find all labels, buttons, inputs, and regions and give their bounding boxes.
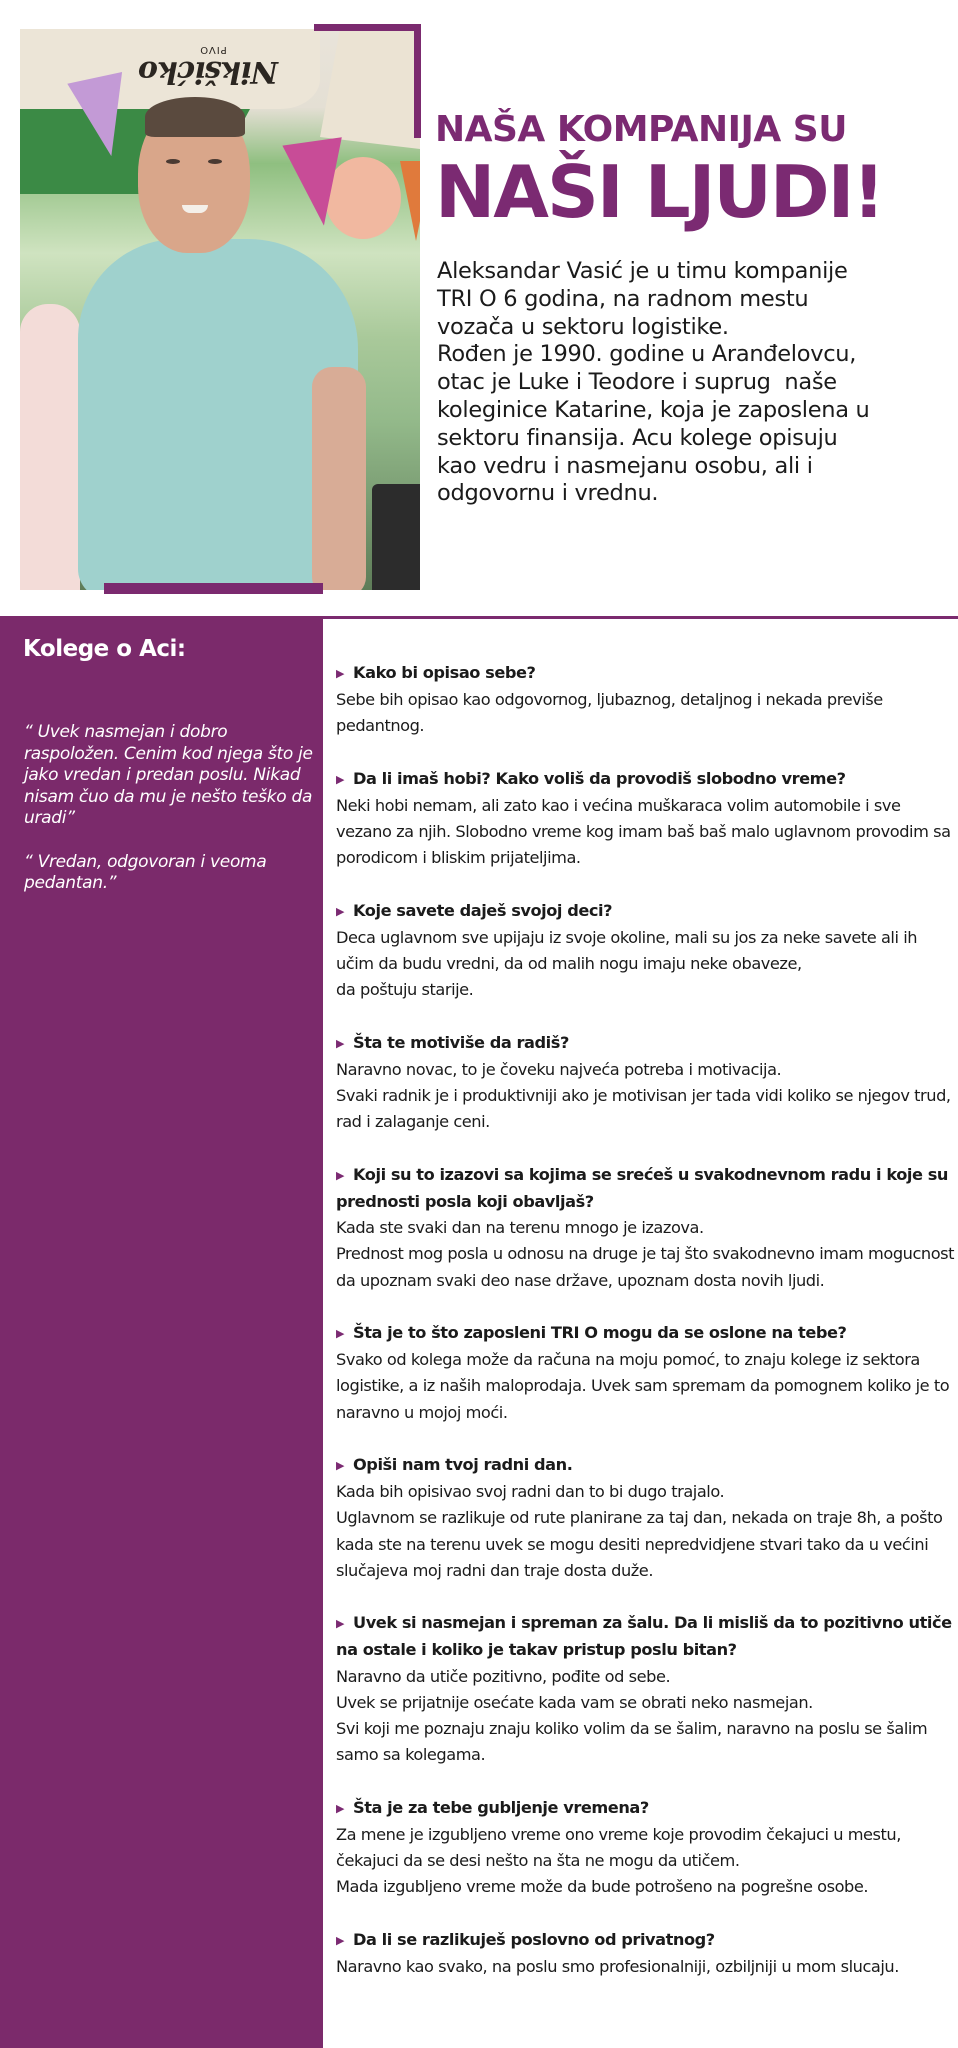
qa-item [336,1030,956,1136]
qa-question-text: Koje savete daješ svojoj deci? [353,900,613,920]
qa-question-text: Koji su to izazovi sa kojima se srećeš u svakodnevnom radu i koje su prednosti posla koji obavljaš? [336,1164,948,1211]
qa-answer: Svi koji me poznaju znaju koliko volim da se šalim, naravno na poslu se šalim samo sa kolegama. [336,1719,928,1765]
intro-line: TRI O 6 godina, na radnom mestu [437,285,809,312]
subject-mouth [182,205,208,213]
qa-question-text: Uvek si nasmejan i spreman za šalu. Da li misliš da to pozitivno utiče na ostale i koliko je takav pristup poslu bitan? [336,1613,952,1660]
qa-question [336,1452,956,1479]
colleague-quote: “ Uvek nasmejan i dobro raspoložen. Cenim kod njega što je jako vredan i predan poslu. Nikad nisam čuo da mu je nešto teško da uradi” [24,722,313,829]
colleague-quotes [24,722,324,916]
qa-question [336,1795,956,1822]
qa-answer: Za mene je izgubljeno vreme ono vreme koje provodim čekajuci u mestu, čekajuci da se desi nešto na šta ne mogu da utičem. [336,1824,901,1871]
intro-line: koleginice Katarine, koja je zaposlena u [437,396,870,423]
qa-question [336,898,956,925]
intro-paragraph [437,258,957,508]
background-person [20,304,80,590]
qa-question [336,660,956,687]
photo-frame-top-accent [314,24,421,31]
qa-question [336,1610,956,1663]
triangle-right-icon: ▶ [336,1617,345,1631]
page-title [435,108,955,232]
qa-answer: da poštuju starije. [336,980,474,1000]
qa-item [336,898,956,1004]
qa-item [336,1795,956,1901]
triangle-right-icon: ▶ [336,1327,345,1340]
qa-item [336,766,956,872]
qa-answer: Neki hobi nemam, ali zato kao i većina muškaraca volim automobile i sve vezano za njih. Slobodno vreme kog imam baš baš malo uglavnom provodim sa porodicom i bliskim prijateljima. [336,796,951,868]
triangle-right-icon: ▶ [336,1459,345,1472]
qa-answer: Sebe bih opisao kao odgovornog, ljubaznog, detaljnog i nekada previše pedantnog. [336,690,883,736]
qa-answer: Deca uglavnom sve upijaju iz svoje okoline, mali su jos za neke savete ali ih učim da budu vredni, da od malih nogu imaju neke obaveze, [336,928,918,974]
intro-line: Aleksandar Vasić je u timu kompanije [437,258,848,284]
qa-answer: Uvek se prijatnije osećate kada vam se obrati neko nasmejan. [336,1692,813,1712]
qa-answer: Uglavnom se razlikuje od rute planirane za taj dan, nekada on traje 8h, a pošto kada ste na terenu uvek se mogu desiti nepredvidjene stvari tako da u većini slučajeva moj radni dan traje dosta duže. [336,1508,943,1580]
triangle-right-icon: ▶ [336,1801,345,1815]
triangle-right-icon: ▶ [336,1036,345,1050]
intro-line: otac je Luke i Teodore i suprug naše [437,369,837,396]
qa-question [336,1927,956,1954]
qa-answer: Naravno da utiče pozitivno, pođite od sebe. [336,1666,671,1686]
triangle-right-icon: ▶ [336,904,345,918]
qa-answer: Naravno novac, to je čoveku najveća potreba i motivacija. [336,1060,782,1079]
qa-question-text: Kako bi opisao sebe? [353,663,536,682]
qa-question-text: Da li se razlikuješ poslovno od privatnog? [353,1929,715,1949]
portrait-photo [20,29,420,590]
photo-bottom-accent-bar [104,583,323,594]
qa-question-text: Šta je za tebe gubljenje vremena? [353,1797,649,1817]
qa-question-text: Šta je to što zaposleni TRI O mogu da se oslone na tebe? [353,1323,847,1342]
qa-answer: Prednost mog posla u odnosu na druge je taj što svakodnevno imam mogucnost da upoznam svaki deo nase države, upoznam dosta novih ljudi. [336,1244,955,1290]
background-chair [372,484,420,590]
qa-question [336,1030,956,1057]
qa-item [336,1452,956,1584]
triangle-right-icon: ▶ [336,1933,345,1947]
qa-question-text: Opiši nam tvoj radni dan. [353,1455,573,1474]
triangle-right-icon: ▶ [336,772,345,786]
umbrella-subtext: PIVO [199,44,227,55]
umbrella-right-shape [320,29,420,149]
qa-answer: Svaki radnik je i produktivniji ako je motivisan jer tada vidi koliko se njegov trud, rad i zalaganje ceni. [336,1086,951,1132]
bunting-flag [282,137,353,230]
qa-item [336,1162,956,1294]
sidebar-title: Kolege o Aci: [23,636,186,662]
qa-item [336,660,956,740]
photo-frame-right-accent [414,24,421,138]
intro-line: sektoru finansija. Acu kolege opisuju [437,424,838,451]
interview-qa [336,660,956,2006]
colleagues-sidebar [0,616,323,2048]
title-line-1: NAŠA KOMPANIJA SU [435,109,847,150]
umbrella-brand-text: Nikšićko [139,54,278,89]
subject-eye [166,159,180,164]
qa-item [336,1320,956,1426]
title-line-2: NAŠI LJUDI! [435,150,884,234]
qa-item [336,1927,956,1980]
qa-question [336,1320,956,1347]
triangle-right-icon: ▶ [336,1168,345,1182]
qa-question-text: Da li imaš hobi? Kako voliš da provodiš slobodno vreme? [353,768,846,788]
subject-arm [312,367,366,590]
qa-answer: Kada ste svaki dan na terenu mnogo je izazova. [336,1218,704,1238]
subject-eye [208,159,222,164]
qa-item [336,1610,956,1768]
triangle-right-icon: ▶ [336,667,345,680]
qa-question [336,1162,956,1215]
qa-answer: Kada bih opisivao svoj radni dan to bi dugo trajalo. [336,1482,725,1502]
qa-answer: Naravno kao svako, na poslu smo profesionalniji, ozbiljniji u mom slucaju. [336,1956,899,1976]
intro-line: Rođen je 1990. godine u Aranđelovcu, [437,341,857,368]
bunting-flag [400,161,420,241]
qa-answer: Svako od kolega može da računa na moju pomoć, to znaju kolege iz sektora logistike, a iz naših maloprodaja. Uvek sam spremam da pomognem koliko je to naravno u mojoj moći. [336,1350,950,1422]
intro-line: kao vedru i nasmejanu osobu, ali i [437,452,813,479]
colleague-quote: “ Vredan, odgovoran i veoma pedantan.” [24,851,267,894]
intro-line: vozača u sektoru logistike. [437,313,729,340]
qa-question [336,766,956,793]
qa-answer: Mada izgubljeno vreme može da bude potrošeno na pogrešne osobe. [336,1877,869,1897]
intro-line: odgovornu i vrednu. [437,480,659,507]
subject-hair [145,97,245,137]
qa-question-text: Šta te motiviše da radiš? [353,1032,569,1052]
umbrella-logo [139,43,278,89]
